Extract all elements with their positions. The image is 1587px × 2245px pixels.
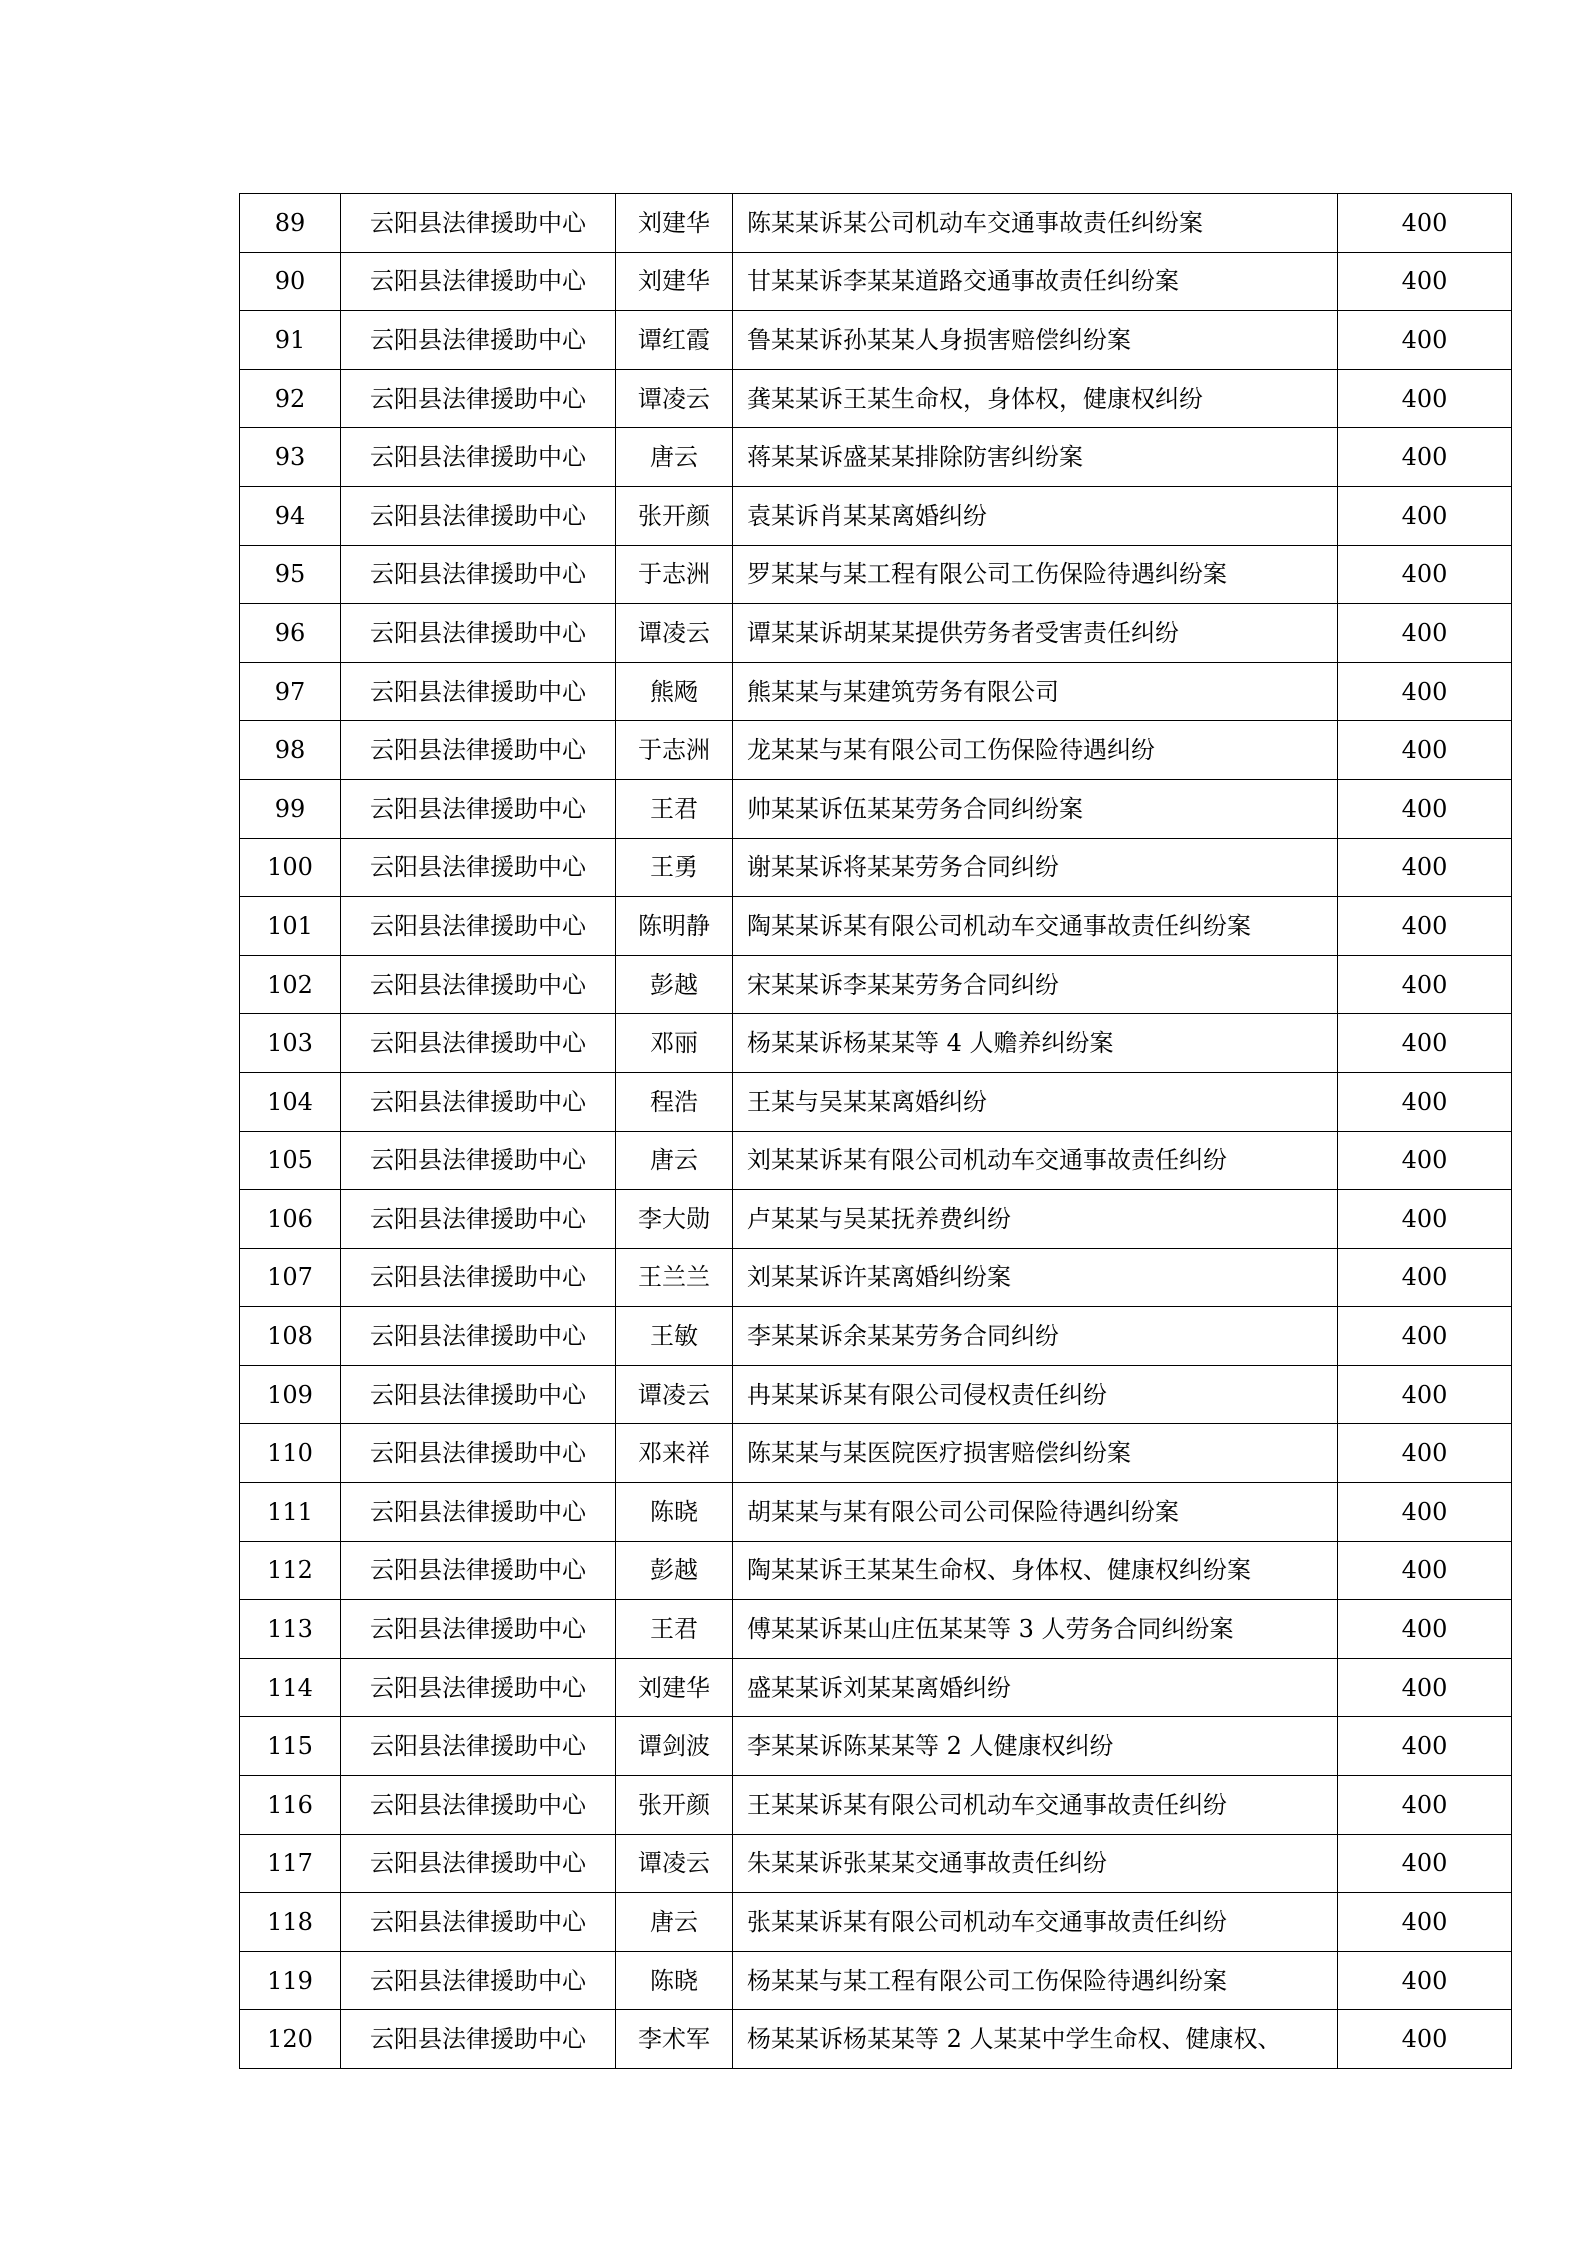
table-row bbox=[240, 545, 1512, 604]
case-title-cell: 杨某某诉杨某某等 2 人某某中学生命权、健康权、 bbox=[733, 2010, 1338, 2069]
case-title-cell: 帅某某诉伍某某劳务合同纠纷案 bbox=[733, 779, 1338, 838]
case-title-cell: 刘某某诉某有限公司机动车交通事故责任纠纷 bbox=[733, 1131, 1338, 1190]
case-number-cell: 108 bbox=[240, 1307, 341, 1366]
subsidy-amount-cell: 400 bbox=[1338, 1658, 1512, 1717]
lawyer-name-cell: 王兰兰 bbox=[616, 1248, 733, 1307]
aid-center-cell: 云阳县法律援助中心 bbox=[341, 955, 616, 1014]
aid-center-cell: 云阳县法律援助中心 bbox=[341, 486, 616, 545]
lawyer-name-cell: 王君 bbox=[616, 779, 733, 838]
lawyer-name-cell: 李大勋 bbox=[616, 1190, 733, 1249]
subsidy-amount-cell: 400 bbox=[1338, 1600, 1512, 1659]
subsidy-amount-cell: 400 bbox=[1338, 2010, 1512, 2069]
aid-center-cell: 云阳县法律援助中心 bbox=[341, 1834, 616, 1893]
lawyer-name-cell: 于志洲 bbox=[616, 721, 733, 780]
lawyer-name-cell: 熊飏 bbox=[616, 662, 733, 721]
case-number-cell: 118 bbox=[240, 1893, 341, 1952]
lawyer-name-cell: 陈明静 bbox=[616, 897, 733, 956]
lawyer-name-cell: 刘建华 bbox=[616, 194, 733, 253]
aid-center-cell: 云阳县法律援助中心 bbox=[341, 545, 616, 604]
case-number-cell: 91 bbox=[240, 311, 341, 370]
table-row bbox=[240, 1131, 1512, 1190]
case-number-cell: 89 bbox=[240, 194, 341, 253]
subsidy-amount-cell: 400 bbox=[1338, 369, 1512, 428]
case-number-cell: 113 bbox=[240, 1600, 341, 1659]
aid-center-cell: 云阳县法律援助中心 bbox=[341, 1014, 616, 1073]
table-row bbox=[240, 779, 1512, 838]
table-row bbox=[240, 1014, 1512, 1073]
lawyer-name-cell: 邓来祥 bbox=[616, 1424, 733, 1483]
lawyer-name-cell: 谭剑波 bbox=[616, 1717, 733, 1776]
aid-center-cell: 云阳县法律援助中心 bbox=[341, 1483, 616, 1542]
lawyer-name-cell: 陈晓 bbox=[616, 1951, 733, 2010]
subsidy-amount-cell: 400 bbox=[1338, 1365, 1512, 1424]
subsidy-amount-cell: 400 bbox=[1338, 1307, 1512, 1366]
case-number-cell: 93 bbox=[240, 428, 341, 487]
aid-center-cell: 云阳县法律援助中心 bbox=[341, 1072, 616, 1131]
subsidy-amount-cell: 400 bbox=[1338, 194, 1512, 253]
lawyer-name-cell: 刘建华 bbox=[616, 252, 733, 311]
case-title-cell: 卢某某与吴某抚养费纠纷 bbox=[733, 1190, 1338, 1249]
aid-center-cell: 云阳县法律援助中心 bbox=[341, 1717, 616, 1776]
case-number-cell: 97 bbox=[240, 662, 341, 721]
table-row bbox=[240, 662, 1512, 721]
lawyer-name-cell: 王敏 bbox=[616, 1307, 733, 1366]
table-row bbox=[240, 1951, 1512, 2010]
subsidy-amount-cell: 400 bbox=[1338, 1717, 1512, 1776]
table-row bbox=[240, 428, 1512, 487]
table-row bbox=[240, 1776, 1512, 1835]
aid-center-cell: 云阳县法律援助中心 bbox=[341, 838, 616, 897]
subsidy-amount-cell: 400 bbox=[1338, 779, 1512, 838]
case-number-cell: 110 bbox=[240, 1424, 341, 1483]
aid-center-cell: 云阳县法律援助中心 bbox=[341, 1307, 616, 1366]
lawyer-name-cell: 谭凌云 bbox=[616, 604, 733, 663]
subsidy-amount-cell: 400 bbox=[1338, 311, 1512, 370]
subsidy-amount-cell: 400 bbox=[1338, 721, 1512, 780]
lawyer-name-cell: 于志洲 bbox=[616, 545, 733, 604]
table-row bbox=[240, 1717, 1512, 1776]
table-row bbox=[240, 369, 1512, 428]
lawyer-name-cell: 谭凌云 bbox=[616, 1834, 733, 1893]
case-title-cell: 王某与吴某某离婚纠纷 bbox=[733, 1072, 1338, 1131]
table-row bbox=[240, 721, 1512, 780]
table-row bbox=[240, 1424, 1512, 1483]
case-number-cell: 114 bbox=[240, 1658, 341, 1717]
case-title-cell: 龙某某与某有限公司工伤保险待遇纠纷 bbox=[733, 721, 1338, 780]
subsidy-amount-cell: 400 bbox=[1338, 1424, 1512, 1483]
table-row bbox=[240, 1834, 1512, 1893]
lawyer-name-cell: 王勇 bbox=[616, 838, 733, 897]
case-number-cell: 100 bbox=[240, 838, 341, 897]
aid-center-cell: 云阳县法律援助中心 bbox=[341, 369, 616, 428]
case-title-cell: 李某某诉陈某某等 2 人健康权纠纷 bbox=[733, 1717, 1338, 1776]
subsidy-amount-cell: 400 bbox=[1338, 1131, 1512, 1190]
table-row bbox=[240, 1365, 1512, 1424]
case-title-cell: 罗某某与某工程有限公司工伤保险待遇纠纷案 bbox=[733, 545, 1338, 604]
case-title-cell: 陶某某诉某有限公司机动车交通事故责任纠纷案 bbox=[733, 897, 1338, 956]
table-row bbox=[240, 1072, 1512, 1131]
subsidy-amount-cell: 400 bbox=[1338, 1951, 1512, 2010]
lawyer-name-cell: 陈晓 bbox=[616, 1483, 733, 1542]
aid-center-cell: 云阳县法律援助中心 bbox=[341, 604, 616, 663]
case-title-cell: 陈某某与某医院医疗损害赔偿纠纷案 bbox=[733, 1424, 1338, 1483]
subsidy-amount-cell: 400 bbox=[1338, 428, 1512, 487]
case-title-cell: 谢某某诉将某某劳务合同纠纷 bbox=[733, 838, 1338, 897]
case-title-cell: 鲁某某诉孙某某人身损害赔偿纠纷案 bbox=[733, 311, 1338, 370]
case-title-cell: 谭某某诉胡某某提供劳务者受害责任纠纷 bbox=[733, 604, 1338, 663]
lawyer-name-cell: 程浩 bbox=[616, 1072, 733, 1131]
case-title-cell: 胡某某与某有限公司公司保险待遇纠纷案 bbox=[733, 1483, 1338, 1542]
case-number-cell: 90 bbox=[240, 252, 341, 311]
case-number-cell: 120 bbox=[240, 2010, 341, 2069]
lawyer-name-cell: 唐云 bbox=[616, 1131, 733, 1190]
subsidy-amount-cell: 400 bbox=[1338, 1190, 1512, 1249]
table-row bbox=[240, 1541, 1512, 1600]
case-number-cell: 116 bbox=[240, 1776, 341, 1835]
lawyer-name-cell: 唐云 bbox=[616, 1893, 733, 1952]
subsidy-amount-cell: 400 bbox=[1338, 1541, 1512, 1600]
subsidy-amount-cell: 400 bbox=[1338, 955, 1512, 1014]
subsidy-amount-cell: 400 bbox=[1338, 545, 1512, 604]
table-row bbox=[240, 252, 1512, 311]
aid-center-cell: 云阳县法律援助中心 bbox=[341, 428, 616, 487]
subsidy-amount-cell: 400 bbox=[1338, 1072, 1512, 1131]
case-number-cell: 106 bbox=[240, 1190, 341, 1249]
case-number-cell: 102 bbox=[240, 955, 341, 1014]
subsidy-amount-cell: 400 bbox=[1338, 1248, 1512, 1307]
aid-center-cell: 云阳县法律援助中心 bbox=[341, 1658, 616, 1717]
aid-center-cell: 云阳县法律援助中心 bbox=[341, 779, 616, 838]
subsidy-amount-cell: 400 bbox=[1338, 252, 1512, 311]
legal-aid-case-table bbox=[239, 193, 1512, 2069]
lawyer-name-cell: 彭越 bbox=[616, 955, 733, 1014]
case-number-cell: 99 bbox=[240, 779, 341, 838]
table-row bbox=[240, 838, 1512, 897]
case-title-cell: 熊某某与某建筑劳务有限公司 bbox=[733, 662, 1338, 721]
subsidy-amount-cell: 400 bbox=[1338, 1014, 1512, 1073]
table-row bbox=[240, 1658, 1512, 1717]
case-number-cell: 105 bbox=[240, 1131, 341, 1190]
aid-center-cell: 云阳县法律援助中心 bbox=[341, 1248, 616, 1307]
table-row bbox=[240, 1190, 1512, 1249]
aid-center-cell: 云阳县法律援助中心 bbox=[341, 311, 616, 370]
case-title-cell: 冉某某诉某有限公司侵权责任纠纷 bbox=[733, 1365, 1338, 1424]
case-title-cell: 陶某某诉王某某生命权、身体权、健康权纠纷案 bbox=[733, 1541, 1338, 1600]
subsidy-amount-cell: 400 bbox=[1338, 1776, 1512, 1835]
subsidy-amount-cell: 400 bbox=[1338, 1893, 1512, 1952]
case-title-cell: 刘某某诉许某离婚纠纷案 bbox=[733, 1248, 1338, 1307]
case-number-cell: 107 bbox=[240, 1248, 341, 1307]
table-row bbox=[240, 311, 1512, 370]
case-title-cell: 朱某某诉张某某交通事故责任纠纷 bbox=[733, 1834, 1338, 1893]
case-title-cell: 李某某诉余某某劳务合同纠纷 bbox=[733, 1307, 1338, 1366]
case-number-cell: 119 bbox=[240, 1951, 341, 2010]
subsidy-amount-cell: 400 bbox=[1338, 838, 1512, 897]
aid-center-cell: 云阳县法律援助中心 bbox=[341, 721, 616, 780]
lawyer-name-cell: 刘建华 bbox=[616, 1658, 733, 1717]
subsidy-amount-cell: 400 bbox=[1338, 662, 1512, 721]
table-row bbox=[240, 897, 1512, 956]
aid-center-cell: 云阳县法律援助中心 bbox=[341, 2010, 616, 2069]
case-number-cell: 96 bbox=[240, 604, 341, 663]
case-title-cell: 蒋某某诉盛某某排除防害纠纷案 bbox=[733, 428, 1338, 487]
lawyer-name-cell: 张开颜 bbox=[616, 486, 733, 545]
case-title-cell: 王某某诉某有限公司机动车交通事故责任纠纷 bbox=[733, 1776, 1338, 1835]
case-table-body bbox=[240, 194, 1512, 2069]
case-number-cell: 103 bbox=[240, 1014, 341, 1073]
subsidy-amount-cell: 400 bbox=[1338, 1834, 1512, 1893]
table-row bbox=[240, 1248, 1512, 1307]
table-row bbox=[240, 1307, 1512, 1366]
subsidy-amount-cell: 400 bbox=[1338, 1483, 1512, 1542]
case-number-cell: 115 bbox=[240, 1717, 341, 1776]
lawyer-name-cell: 李术军 bbox=[616, 2010, 733, 2069]
subsidy-amount-cell: 400 bbox=[1338, 486, 1512, 545]
aid-center-cell: 云阳县法律援助中心 bbox=[341, 1776, 616, 1835]
table-row bbox=[240, 2010, 1512, 2069]
case-title-cell: 甘某某诉李某某道路交通事故责任纠纷案 bbox=[733, 252, 1338, 311]
case-number-cell: 98 bbox=[240, 721, 341, 780]
aid-center-cell: 云阳县法律援助中心 bbox=[341, 897, 616, 956]
case-number-cell: 109 bbox=[240, 1365, 341, 1424]
case-number-cell: 95 bbox=[240, 545, 341, 604]
case-title-cell: 杨某某与某工程有限公司工伤保险待遇纠纷案 bbox=[733, 1951, 1338, 2010]
aid-center-cell: 云阳县法律援助中心 bbox=[341, 1600, 616, 1659]
case-number-cell: 94 bbox=[240, 486, 341, 545]
case-number-cell: 101 bbox=[240, 897, 341, 956]
case-title-cell: 张某某诉某有限公司机动车交通事故责任纠纷 bbox=[733, 1893, 1338, 1952]
subsidy-amount-cell: 400 bbox=[1338, 897, 1512, 956]
aid-center-cell: 云阳县法律援助中心 bbox=[341, 1951, 616, 2010]
case-number-cell: 104 bbox=[240, 1072, 341, 1131]
case-title-cell: 杨某某诉杨某某等 4 人赡养纠纷案 bbox=[733, 1014, 1338, 1073]
table-row bbox=[240, 1600, 1512, 1659]
table-row bbox=[240, 486, 1512, 545]
aid-center-cell: 云阳县法律援助中心 bbox=[341, 252, 616, 311]
lawyer-name-cell: 彭越 bbox=[616, 1541, 733, 1600]
case-number-cell: 111 bbox=[240, 1483, 341, 1542]
case-title-cell: 傅某某诉某山庄伍某某等 3 人劳务合同纠纷案 bbox=[733, 1600, 1338, 1659]
aid-center-cell: 云阳县法律援助中心 bbox=[341, 662, 616, 721]
aid-center-cell: 云阳县法律援助中心 bbox=[341, 1424, 616, 1483]
case-number-cell: 117 bbox=[240, 1834, 341, 1893]
aid-center-cell: 云阳县法律援助中心 bbox=[341, 1365, 616, 1424]
table-row bbox=[240, 194, 1512, 253]
lawyer-name-cell: 唐云 bbox=[616, 428, 733, 487]
lawyer-name-cell: 谭凌云 bbox=[616, 1365, 733, 1424]
aid-center-cell: 云阳县法律援助中心 bbox=[341, 1190, 616, 1249]
case-title-cell: 盛某某诉刘某某离婚纠纷 bbox=[733, 1658, 1338, 1717]
subsidy-amount-cell: 400 bbox=[1338, 604, 1512, 663]
case-title-cell: 龚某某诉王某生命权，身体权，健康权纠纷 bbox=[733, 369, 1338, 428]
case-title-cell: 宋某某诉李某某劳务合同纠纷 bbox=[733, 955, 1338, 1014]
table-row bbox=[240, 1483, 1512, 1542]
lawyer-name-cell: 邓丽 bbox=[616, 1014, 733, 1073]
aid-center-cell: 云阳县法律援助中心 bbox=[341, 194, 616, 253]
table-row bbox=[240, 955, 1512, 1014]
aid-center-cell: 云阳县法律援助中心 bbox=[341, 1893, 616, 1952]
aid-center-cell: 云阳县法律援助中心 bbox=[341, 1131, 616, 1190]
aid-center-cell: 云阳县法律援助中心 bbox=[341, 1541, 616, 1600]
case-number-cell: 112 bbox=[240, 1541, 341, 1600]
lawyer-name-cell: 谭凌云 bbox=[616, 369, 733, 428]
lawyer-name-cell: 张开颜 bbox=[616, 1776, 733, 1835]
case-number-cell: 92 bbox=[240, 369, 341, 428]
lawyer-name-cell: 谭红霞 bbox=[616, 311, 733, 370]
table-row bbox=[240, 1893, 1512, 1952]
table-row bbox=[240, 604, 1512, 663]
case-title-cell: 袁某诉肖某某离婚纠纷 bbox=[733, 486, 1338, 545]
lawyer-name-cell: 王君 bbox=[616, 1600, 733, 1659]
case-title-cell: 陈某某诉某公司机动车交通事故责任纠纷案 bbox=[733, 194, 1338, 253]
